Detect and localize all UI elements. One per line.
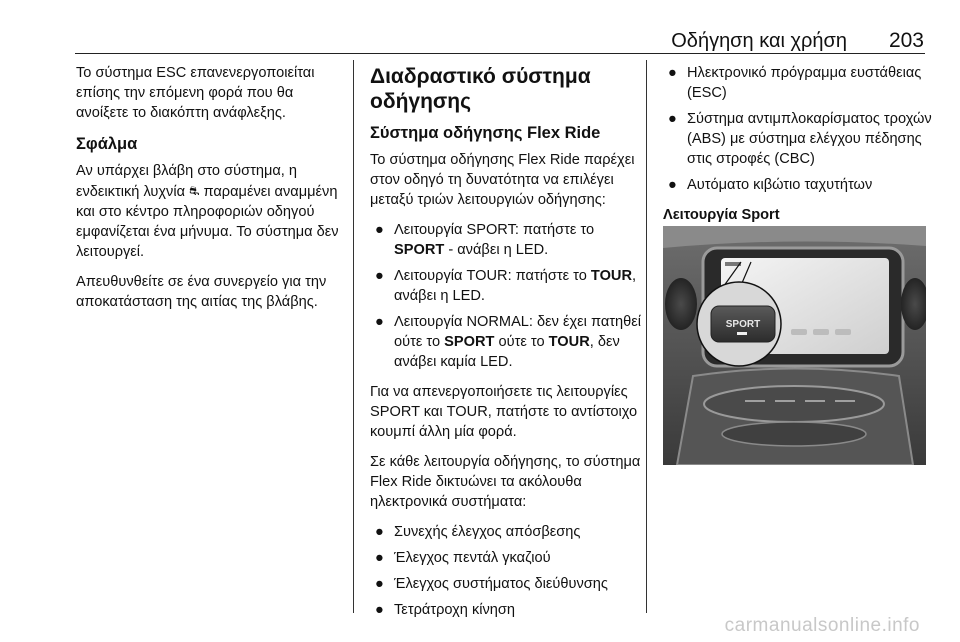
list-item <box>663 63 938 103</box>
mode-list <box>370 220 642 372</box>
list-item <box>370 312 642 372</box>
column-divider-1 <box>353 60 354 613</box>
sport-button-label: SPORT <box>725 319 761 330</box>
bullet-dot: ● <box>375 222 384 238</box>
systems-list-continued <box>663 63 938 195</box>
sport-mode-heading: Λειτουργία Sport <box>663 207 780 223</box>
system-text: Συνεχής έλεγχος απόσβεσης <box>394 524 581 540</box>
bullet-dot: ● <box>375 524 384 540</box>
page-header-title: Οδήγηση και χρήση <box>671 30 847 52</box>
fault-paragraph-1 <box>76 161 348 262</box>
mode-text: Λειτουργία NORMAL: δεν έχει πατηθεί ούτε το <box>394 314 642 350</box>
mode-key: TOUR <box>590 268 633 284</box>
esc-reactivation-paragraph: Το σύστημα ESC επανενεργοποιείται επίσης την επόμενη φορά που θα ανοίξετε το διακόπτη ανάφλεξης. <box>76 65 315 121</box>
column-2 <box>370 64 642 630</box>
flex-ride-intro: Το σύστημα οδήγησης Flex Ride παρέχει στον οδηγό τη δυνατότητα να επιλέγει μεταξύ τριών λειτουργιών οδήγησης: <box>370 152 635 208</box>
bullet-dot: ● <box>668 177 677 193</box>
list-item <box>370 266 642 306</box>
system-text: Ηλεκτρονικό πρόγραμμα ευστάθειας (ESC) <box>687 65 922 101</box>
fault-text-a: Αν υπάρχει βλάβη στο σύστημα, η ενδεικτική λυχνία <box>76 163 298 200</box>
mode-key: SPORT <box>394 242 445 258</box>
network-paragraph: Σε κάθε λειτουργία οδήγησης, το σύστημα Flex Ride δικτυώνει τα ακόλουθα ηλεκτρονικά συστήματα: <box>370 454 641 510</box>
column-divider-2 <box>646 60 647 613</box>
bullet-dot: ● <box>375 602 384 618</box>
mode-text: Λειτουργία SPORT: πατήστε το <box>394 222 595 238</box>
list-item <box>370 548 642 568</box>
mode-text: Λειτουργία TOUR: πατήστε το <box>394 268 591 284</box>
bullet-dot: ● <box>668 65 677 81</box>
bullet-dot: ● <box>375 268 384 284</box>
site-watermark: carmanualsonline.info <box>724 615 920 636</box>
list-item <box>663 109 938 169</box>
list-item <box>370 574 642 594</box>
section-title: Διαδραστικό σύστημα οδήγησης <box>370 65 591 113</box>
header-rule <box>75 53 925 54</box>
fault-heading: Σφάλμα <box>76 135 138 153</box>
system-text: Έλεγχος συστήματος διεύθυνσης <box>394 576 608 592</box>
fault-text-b: παραμένει αναμμένη και στο κέντρο πληροφοριών οδηγού εμφανίζεται ένα μήνυμα. Το σύστημα δεν λειτουργεί. <box>76 184 339 260</box>
system-text: Έλεγχος πεντάλ γκαζιού <box>394 550 551 566</box>
list-item <box>370 522 642 542</box>
system-text: Τετράτροχη κίνηση <box>394 602 516 618</box>
fault-paragraph-2: Απευθυνθείτε σε ένα συνεργείο για την αποκατάσταση της αιτίας της βλάβης. <box>76 274 327 310</box>
bullet-dot: ● <box>375 550 384 566</box>
deactivate-paragraph: Για να απενεργοποιήσετε τις λειτουργίες SPORT και TOUR, πατήστε το αντίστοιχο κουμπί άλλη μία φορά. <box>370 384 638 440</box>
column-1 <box>76 63 348 322</box>
mode-key: SPORT <box>444 334 495 350</box>
esc-warning-lamp-icon: ⛐ <box>189 184 200 198</box>
mode-text: , ανάβει η LED. <box>394 268 637 304</box>
mode-key: TOUR <box>548 334 590 350</box>
mode-text: - ανάβει η LED. <box>444 242 549 258</box>
dashboard-illustration <box>663 226 926 465</box>
dashboard-photo <box>663 226 926 465</box>
mode-text: , δεν ανάβει καμία LED. <box>394 334 620 370</box>
systems-list <box>370 522 642 620</box>
flex-ride-heading: Σύστημα οδήγησης Flex Ride <box>370 124 601 142</box>
bullet-dot: ● <box>375 576 384 592</box>
system-text: Αυτόματο κιβώτιο ταχυτήτων <box>687 177 873 193</box>
mode-text: ούτε το <box>494 334 549 350</box>
list-item <box>370 220 642 260</box>
list-item <box>370 600 642 620</box>
bullet-dot: ● <box>375 314 384 330</box>
bullet-dot: ● <box>668 111 677 127</box>
column-3 <box>663 63 938 233</box>
system-text: Σύστημα αντιμπλοκαρίσματος τροχών (ABS) με σύστημα ελέγχου πέδησης στις στροφές (CBC) <box>687 111 932 167</box>
page-number: 203 <box>888 29 924 52</box>
list-item <box>663 175 938 195</box>
